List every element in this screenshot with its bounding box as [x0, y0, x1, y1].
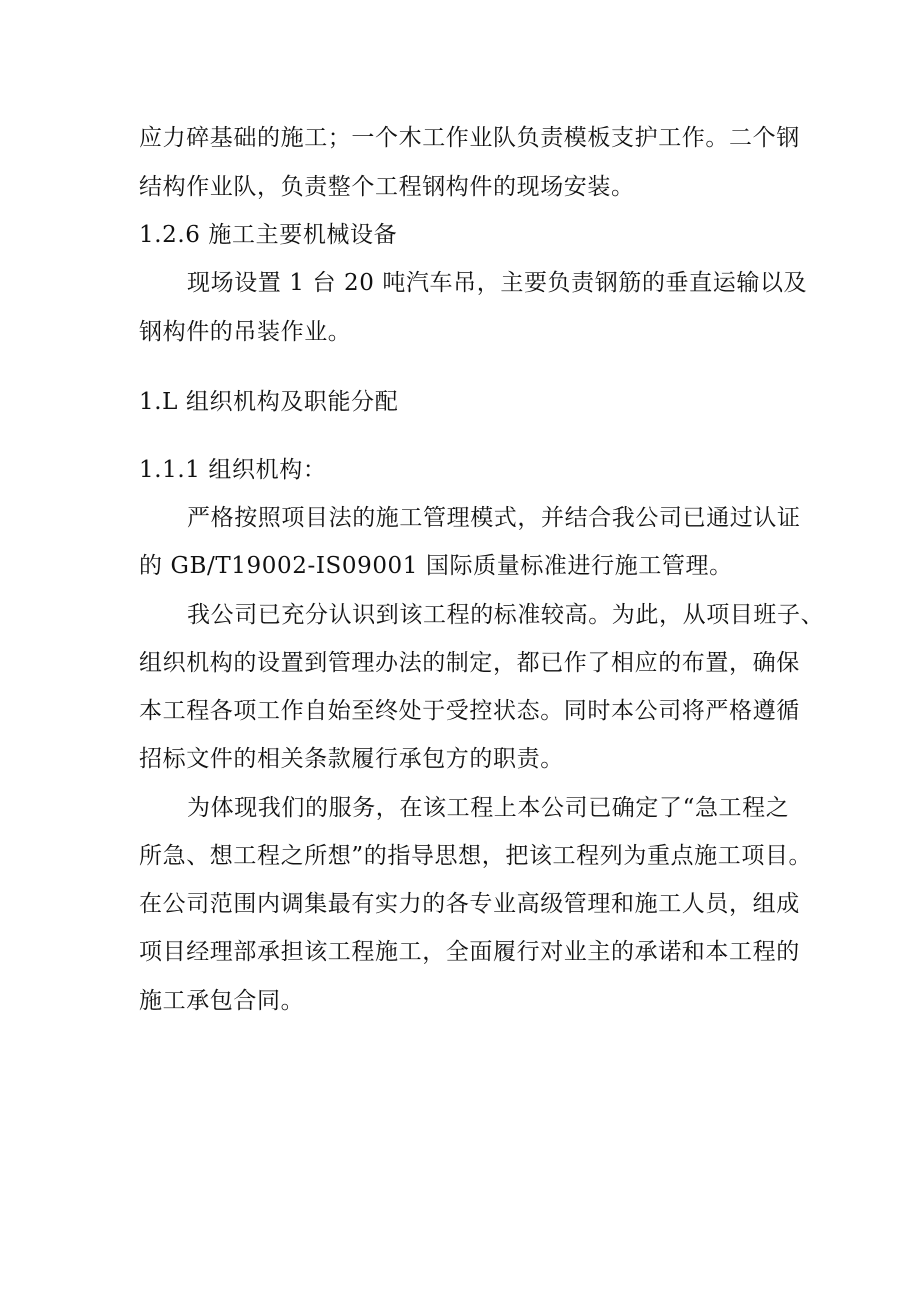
paragraph-line: 为体现我们的服务，在该工程上本公司已确定了“急工程之 [187, 795, 790, 821]
paragraph-line: 我公司已充分认识到该工程的标准较高。为此，从项目班子、 [187, 602, 825, 628]
paragraph-line: 在公司范围内调集最有实力的各专业高级管理和施工人员，组成 [139, 891, 800, 917]
section-heading: 1.1.1 组织机构： [139, 457, 327, 483]
paragraph-line: 结构作业队，负责整个工程钢构件的现场安装。 [139, 174, 635, 200]
section-heading: 1.2.6 施工主要机械设备 [139, 222, 398, 248]
paragraph-line: 招标文件的相关条款履行承包方的职责。 [139, 746, 564, 772]
paragraph-line: 项目经理部承担该工程施工，全面履行对业主的承诺和本工程的 [139, 939, 800, 965]
paragraph-line: 钢构件的吊装作业。 [139, 319, 352, 345]
section-heading: 1.L 组织机构及职能分配 [139, 389, 399, 415]
paragraph-line: 施工承包合同。 [139, 988, 305, 1014]
paragraph-line: 现场设置 1 台 20 吨汽车吊，主要负责钢筋的垂直运输以及 [187, 270, 808, 296]
paragraph-line: 所急、想工程之所想”的指导思想，把该工程列为重点施工项目。 [139, 843, 813, 869]
paragraph-line: 本工程各项工作自始至终处于受控状态。同时本公司将严格遵循 [139, 698, 800, 724]
paragraph-line: 的 GB/T19002-IS09001 国际质量标准进行施工管理。 [139, 553, 733, 579]
paragraph-line: 严格按照项目法的施工管理模式，并结合我公司已通过认证 [187, 505, 801, 531]
paragraph-line: 组织机构的设置到管理办法的制定，都已作了相应的布置，确保 [139, 650, 800, 676]
paragraph-line: 应力碎基础的施工；一个木工作业队负责模板支护工作。二个钢 [139, 125, 800, 151]
